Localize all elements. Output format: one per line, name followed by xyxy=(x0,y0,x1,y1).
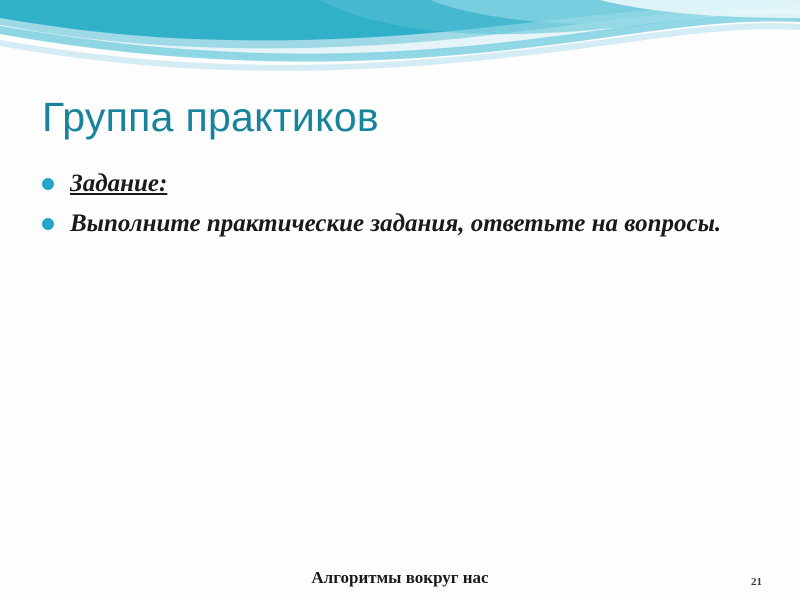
list-item-label: Выполните практические задания, ответьте на вопросы. xyxy=(70,210,722,237)
list-item-label: Задание: xyxy=(70,170,168,197)
bullet-dot-icon xyxy=(42,218,54,230)
page-number: 21 xyxy=(751,576,762,588)
list-item xyxy=(40,168,755,200)
list-item xyxy=(40,208,755,240)
wave-graphic xyxy=(0,0,800,92)
bullet-dot-icon xyxy=(42,178,54,190)
decorative-wave-banner xyxy=(0,0,800,92)
bullet-list xyxy=(40,168,755,248)
slide-footer: Алгоритмы вокруг нас xyxy=(311,568,489,587)
page-title: Группа практиков xyxy=(42,94,380,140)
